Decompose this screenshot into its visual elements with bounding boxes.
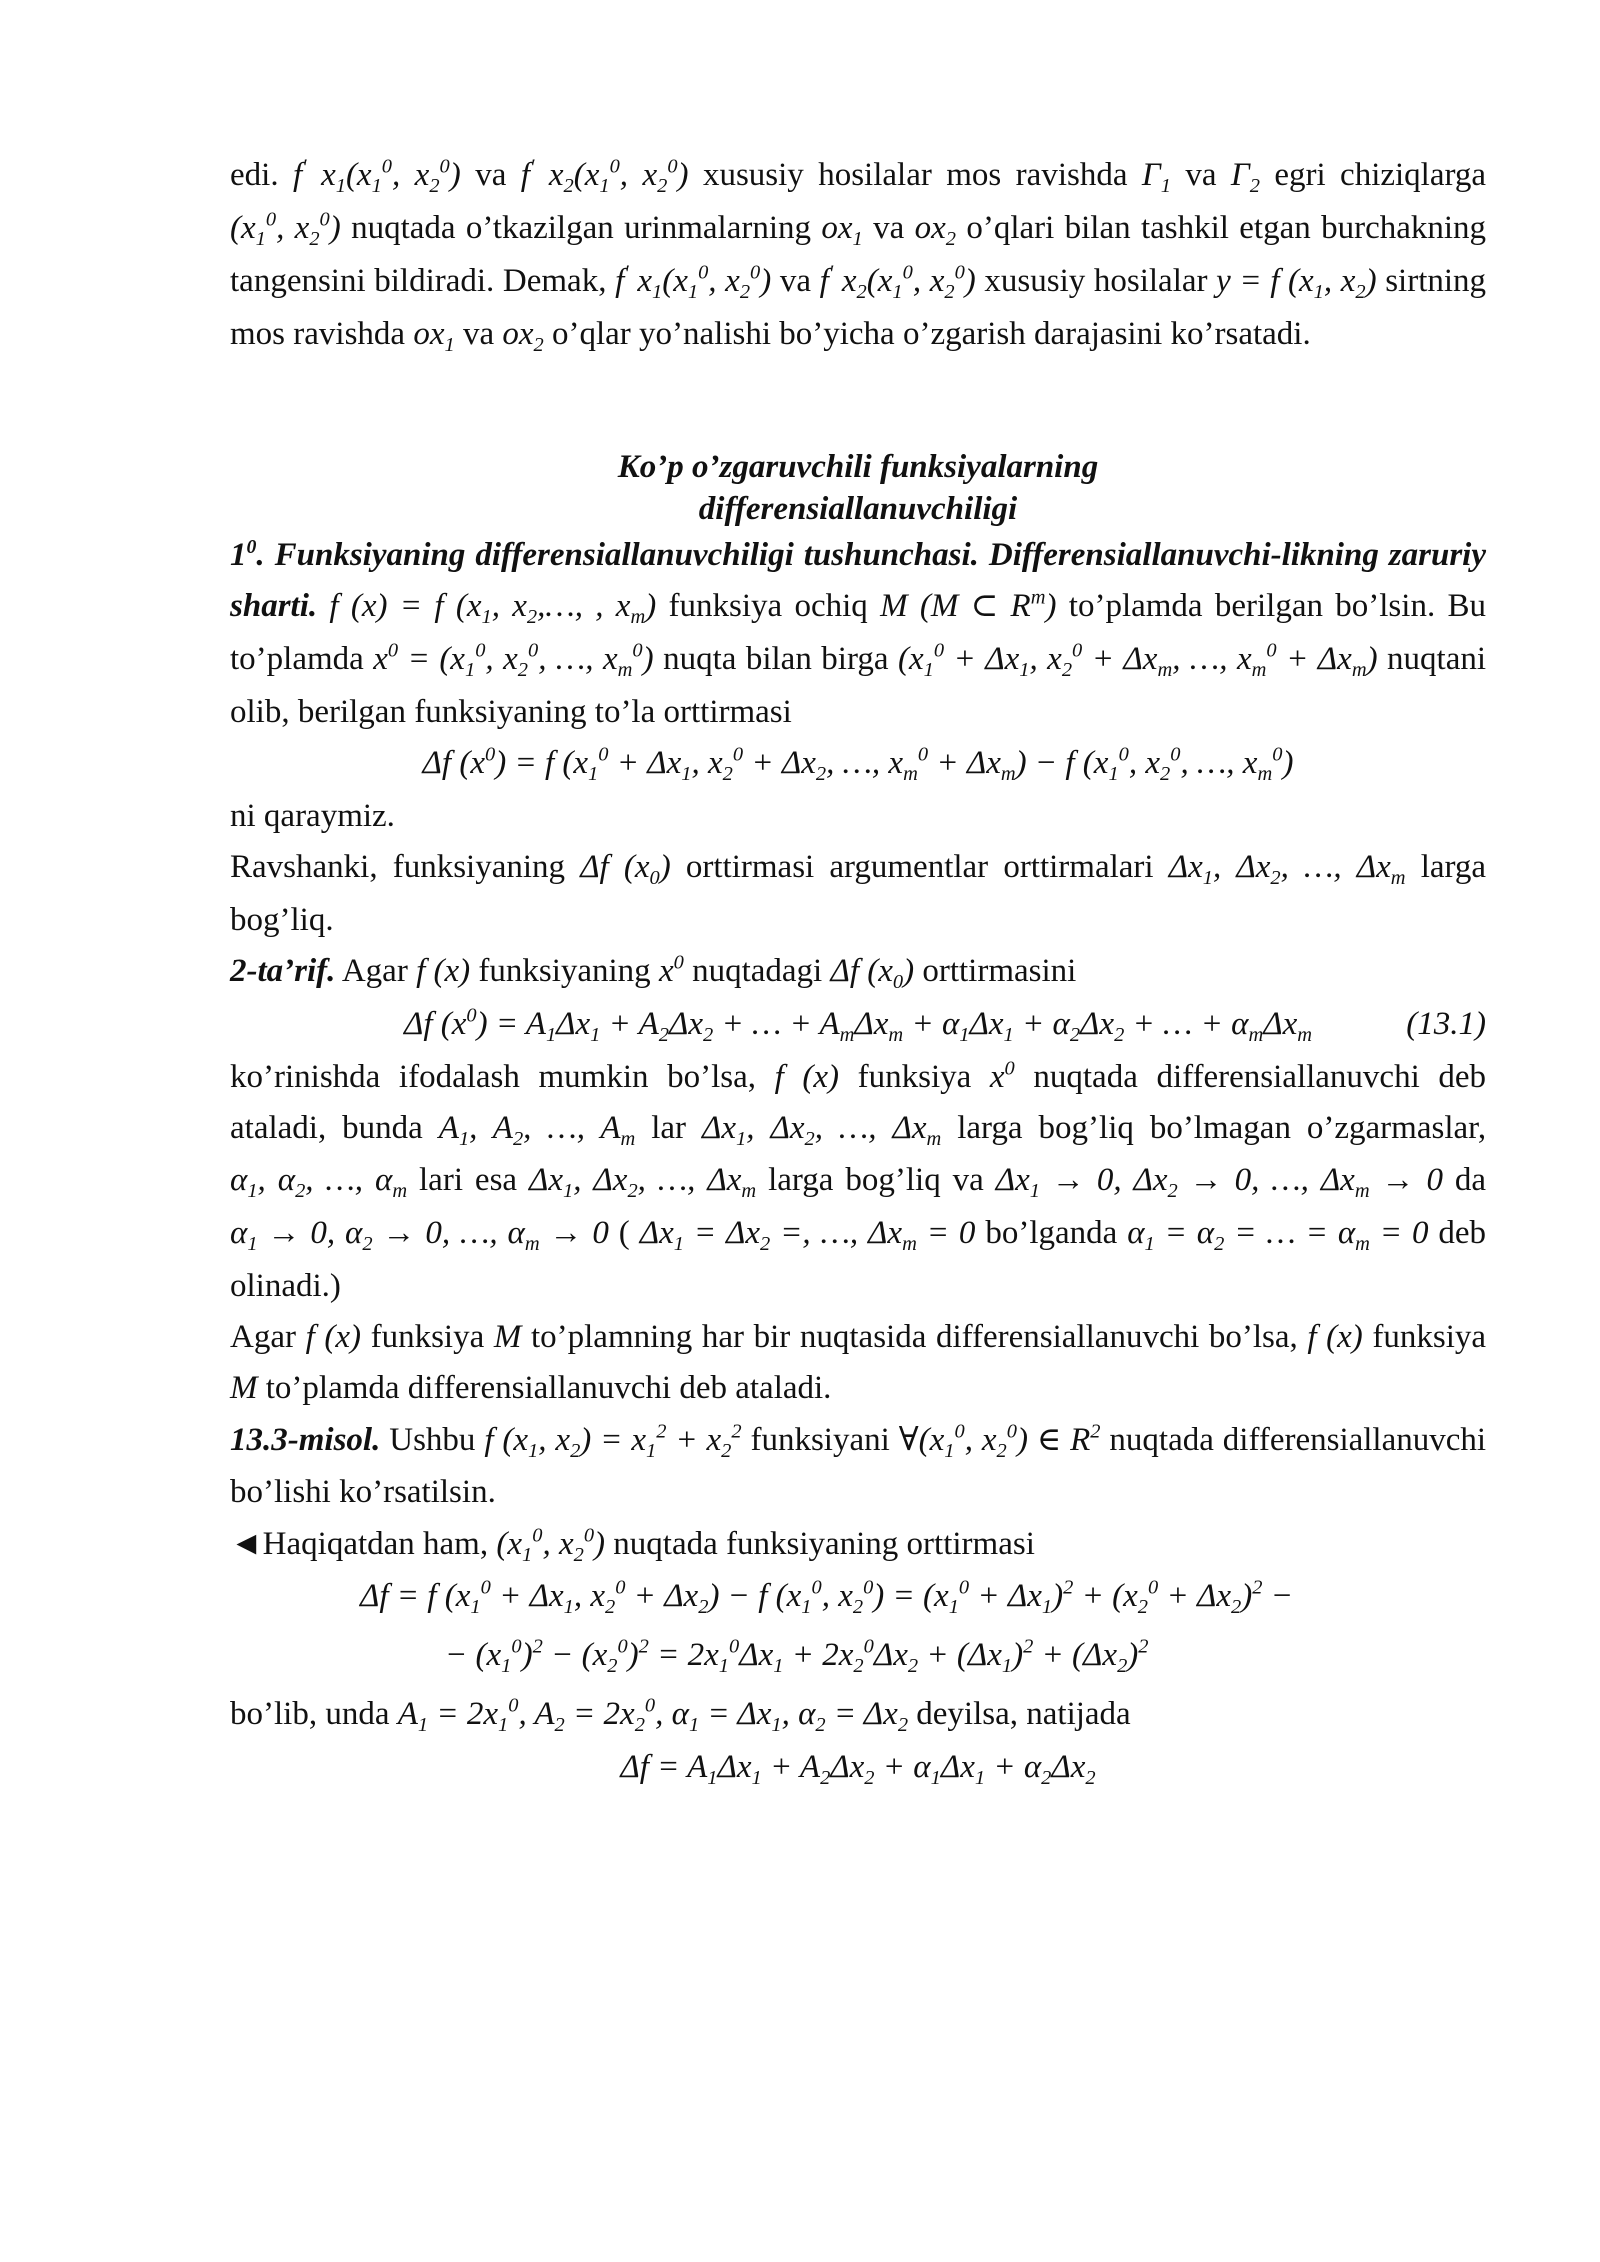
math-point: ($x_1^0$, $x_2^0$) — [496, 1524, 606, 1566]
text: o’qlari bilan tashkil etgan burchakning tangensini bildiradi. Demak, — [230, 209, 1487, 299]
subsection-title: $1^0$. Funksiyaning differensiallanuvchiligi tushunchasi. Differensiallanuvchi-likning zaruriy sharti. — [230, 535, 1486, 625]
equation-number: (13.1) — [1406, 1005, 1486, 1042]
math-coeffs-A: $A_1$, $A_2$, …, $A_m$ — [438, 1109, 636, 1150]
equation-example-increment-1: Δf = f ($x_1^0 + \Delta x_1$, $x_2^0 + \Delta x_2) - f$ ($x_1^0$, $x_2^0) = (x_1^0 + \Delta x_1)^2 + (x_2^0 + \Delta x_2)^2$ − — [360, 1577, 1293, 1619]
text: Ushbu — [389, 1421, 476, 1458]
text: larga bog’liq bo’lmagan o’zgarmaslar, — [957, 1109, 1487, 1146]
text: ( — [618, 1215, 630, 1252]
text: lar — [651, 1109, 687, 1146]
math-arg-increments: $\Delta x_1$, $\Delta x_2$, …, $\Delta x_m$ — [702, 1109, 942, 1150]
text: funksiya — [857, 1058, 972, 1095]
math-fx1: f′ $x_1(x_1^0$, $x_2^0$) — [293, 155, 461, 198]
text: o’qlar yo’nalishi bo’yicha o’zgarish darajasini ko’rsatadi. — [551, 315, 1311, 352]
math-forall-point: $\forall(x_1^0$, $x_2^0$) ∈ $R^2$ — [898, 1420, 1101, 1462]
math-gamma2: $\Gamma_2$ — [1230, 157, 1260, 198]
heading-line: differensiallanuvchiligi — [698, 490, 1018, 527]
paragraph-definition-setup — [230, 530, 1486, 738]
math-coeff-values: $A_1 = 2x_1^0$, $A_2 = 2x_2^0$, $\alpha_1 = \Delta x_1$, $\alpha_2 = \Delta x_2$ — [397, 1694, 909, 1737]
section-heading — [230, 447, 1486, 530]
text: to’plamda berilgan bo’lsin. Bu to’plamda — [230, 588, 1486, 677]
text: va — [475, 157, 507, 193]
math-alphas: $\alpha_1$, $\alpha_2$, …, $\alpha_m$ — [230, 1162, 408, 1203]
math-function: f (x) = f ($x_1$, $x_2,\dots$, , $x_m$) — [329, 588, 657, 629]
math-ox2: $ox_2$ — [914, 209, 956, 250]
text: Agar — [230, 1319, 296, 1356]
text: nuqtada differensiallanuvchi bo’lishi ko’rsatilsin. — [230, 1421, 1487, 1511]
text: ni qaraymiz. — [230, 797, 395, 834]
text: sirtning mos ravishda — [230, 262, 1487, 352]
math-zero-alpha: $\alpha_1 = \alpha_2$ = … = $\alpha_m = 0$ — [1127, 1215, 1429, 1256]
text: va — [873, 209, 905, 246]
math-fx2: f′ $x_2(x_1^0$, $x_2^0$) — [520, 155, 689, 198]
definition-label: 2-ta’rif. — [230, 952, 336, 989]
math-x0: $x^0 = (x_1^0$, $x_2^0$, …, $x_m^0$) — [373, 639, 654, 682]
example-label: 13.3-misol. — [230, 1421, 381, 1458]
heading-line: Ko’p o’zgaruvchili funksiyalarning — [617, 449, 1099, 486]
text: egri chiziqlarga — [1274, 157, 1487, 193]
math-x0: $x^0$ — [989, 1057, 1015, 1095]
text: va — [779, 262, 812, 299]
math-fx: f (x) — [416, 952, 471, 989]
text: funksiya — [1372, 1319, 1487, 1356]
math-fx: f (x) — [305, 1319, 361, 1356]
text: nuqtadagi — [692, 952, 823, 989]
text: nuqta bilan birga — [663, 640, 889, 677]
equation-example-result: $\Delta f = A_1\Delta x_1 + A_2\Delta x_2 + \alpha_1\Delta x_1 + \alpha_2\Delta x_2$ — [620, 1748, 1096, 1790]
text: ko’rinishda ifodalash mumkin bo’lsa, — [230, 1058, 756, 1095]
math-ox1: $ox_1$ — [821, 209, 863, 250]
math-formula: Δf $(x^0) = A_1\Delta x_1 + A_2\Delta x_2$ + … + $A_m\Delta x_m + \alpha_1\Delta x_1 + \alpha_2\Delta x_2$ + … + $\alpha_m\Delta x_m$ — [403, 1004, 1313, 1046]
proof-start-icon: ◄ — [230, 1525, 263, 1562]
equation-example-increment-2: − $(x_1^0)^2 - (x_2^0)^2 = 2x_1^0\Delta x_1 + 2x_2^0\Delta x_2 + (\Delta x_1)^2 + (\Delta x_2)^2$ — [445, 1636, 1149, 1678]
math-arg-increments: $\Delta x_1$, $\Delta x_2$, …, $\Delta x_m$ — [529, 1162, 757, 1203]
equation-13-1 — [230, 999, 1486, 1052]
math-arg-increments: $\Delta x_1$, $\Delta x_2$, …, $\Delta x_m$ — [1168, 848, 1406, 889]
text: orttirmasini — [922, 952, 1077, 989]
paragraph-example — [230, 1415, 1486, 1519]
text: funksiya — [370, 1319, 485, 1356]
text: funksiyani — [750, 1421, 890, 1458]
math-x0: $x^0$ — [658, 951, 684, 989]
math-fx: f (x) — [774, 1058, 840, 1095]
text: Ravshanki, funksiyaning — [230, 848, 566, 885]
text: funksiyaning — [478, 952, 651, 989]
paragraph-text — [230, 791, 1486, 842]
text: xususiy hosilalar — [984, 262, 1208, 299]
text: bo’lib, unda — [230, 1696, 390, 1733]
document-page — [230, 150, 1486, 1795]
text: to’plamda differensiallanuvchi deb ataladi. — [265, 1370, 832, 1407]
math-surface: y = f ($x_1$, $x_2$) — [1216, 262, 1377, 303]
text: lari esa — [419, 1162, 518, 1199]
paragraph-definition-2-cont — [230, 1052, 1486, 1313]
text: nuqtada funksiyaning orttirmasi — [613, 1525, 1035, 1562]
math-increment: Δf $(x_0)$ — [580, 848, 671, 889]
text: va — [462, 315, 495, 352]
math-fx1: f′ $x_1(x_1^0$, $x_2^0$) — [615, 261, 772, 303]
text: deyilsa, natijada — [916, 1696, 1131, 1733]
text: larga bog’liq. — [230, 848, 1487, 938]
text: funksiya ochiq — [668, 588, 868, 625]
math-example-function: f ($x_1$, $x_2) = x_1^2 + x_2^2$ — [484, 1420, 742, 1462]
text: bo’lganda — [985, 1215, 1118, 1252]
math-gamma1: $\Gamma_1$ — [1141, 157, 1171, 198]
text: xususiy hosilalar mos ravishda — [702, 157, 1128, 193]
paragraph-set-differentiable — [230, 1312, 1486, 1414]
text: da — [1454, 1162, 1487, 1199]
math-M: M — [493, 1319, 522, 1356]
math-fx: f (x) — [1307, 1319, 1363, 1356]
math-point: ($x_1^0$, $x_2^0$) — [230, 208, 341, 250]
text: Haqiqatdan ham, — [262, 1525, 489, 1562]
math-increment: Δf $(x_0)$ — [830, 952, 915, 993]
text: va — [1185, 157, 1217, 193]
paragraph-partial-derivatives — [230, 150, 1486, 361]
math-M: M — [230, 1370, 258, 1407]
text: nuqtani olib, berilgan funksiyaning to’la orttirmasi — [230, 640, 1487, 730]
math-ox1: $ox_1$ — [413, 315, 455, 356]
text: larga bog’liq va — [768, 1162, 984, 1199]
text: nuqtada differensiallanuvchi deb ataladi, bunda — [230, 1058, 1486, 1146]
paragraph-proof-start — [230, 1519, 1486, 1572]
paragraph-definition-2 — [230, 946, 1486, 999]
math-zero-dx: $\Delta x_1 = \Delta x_2$ =, …, $\Delta x_m = 0$ — [639, 1215, 976, 1256]
paragraph-increment-dependence — [230, 842, 1486, 946]
text: to’plamning har bir nuqtasida differensiallanuvchi bo’lsa, — [530, 1319, 1298, 1356]
math-shifted-point: ($x_1^0 + \Delta x_1$, $x_2^0 + \Delta x_m$, …, $x_m^0 + \Delta x_m$) — [897, 639, 1378, 682]
text: nuqtada o’tkazilgan urinmalarning — [351, 209, 812, 246]
text: deb olinadi.) — [230, 1215, 1487, 1305]
math-limits-alpha: $\alpha_1 \to 0$, $\alpha_2 \to 0$, …, $\alpha_m \to 0$ — [230, 1215, 609, 1256]
math-limits-dx: $\Delta x_1 \to 0$, $\Delta x_2 \to 0$, …, $\Delta x_m \to 0$ — [995, 1162, 1443, 1203]
math-fx2: f′ $x_2(x_1^0$, $x_2^0$) — [819, 261, 976, 303]
text: orttirmasi argumentlar orttirmalari — [685, 848, 1154, 885]
text: Agar — [341, 952, 408, 989]
math-set-M: M (M ⊂ $R^m$) — [880, 586, 1057, 625]
text: edi. — [230, 157, 279, 193]
equation-full-increment: Δf $(x^0) = f$ ($x_1^0 + \Delta x_1$, $x_2^0 + \Delta x_2$, …, $x_m^0 + \Delta x_m) - f$ ($x_1^0$, $x_2^0$, …, $x_m^0$) — [422, 743, 1294, 785]
paragraph-coefficients — [230, 1689, 1486, 1742]
math-ox2: $ox_2$ — [502, 315, 544, 356]
